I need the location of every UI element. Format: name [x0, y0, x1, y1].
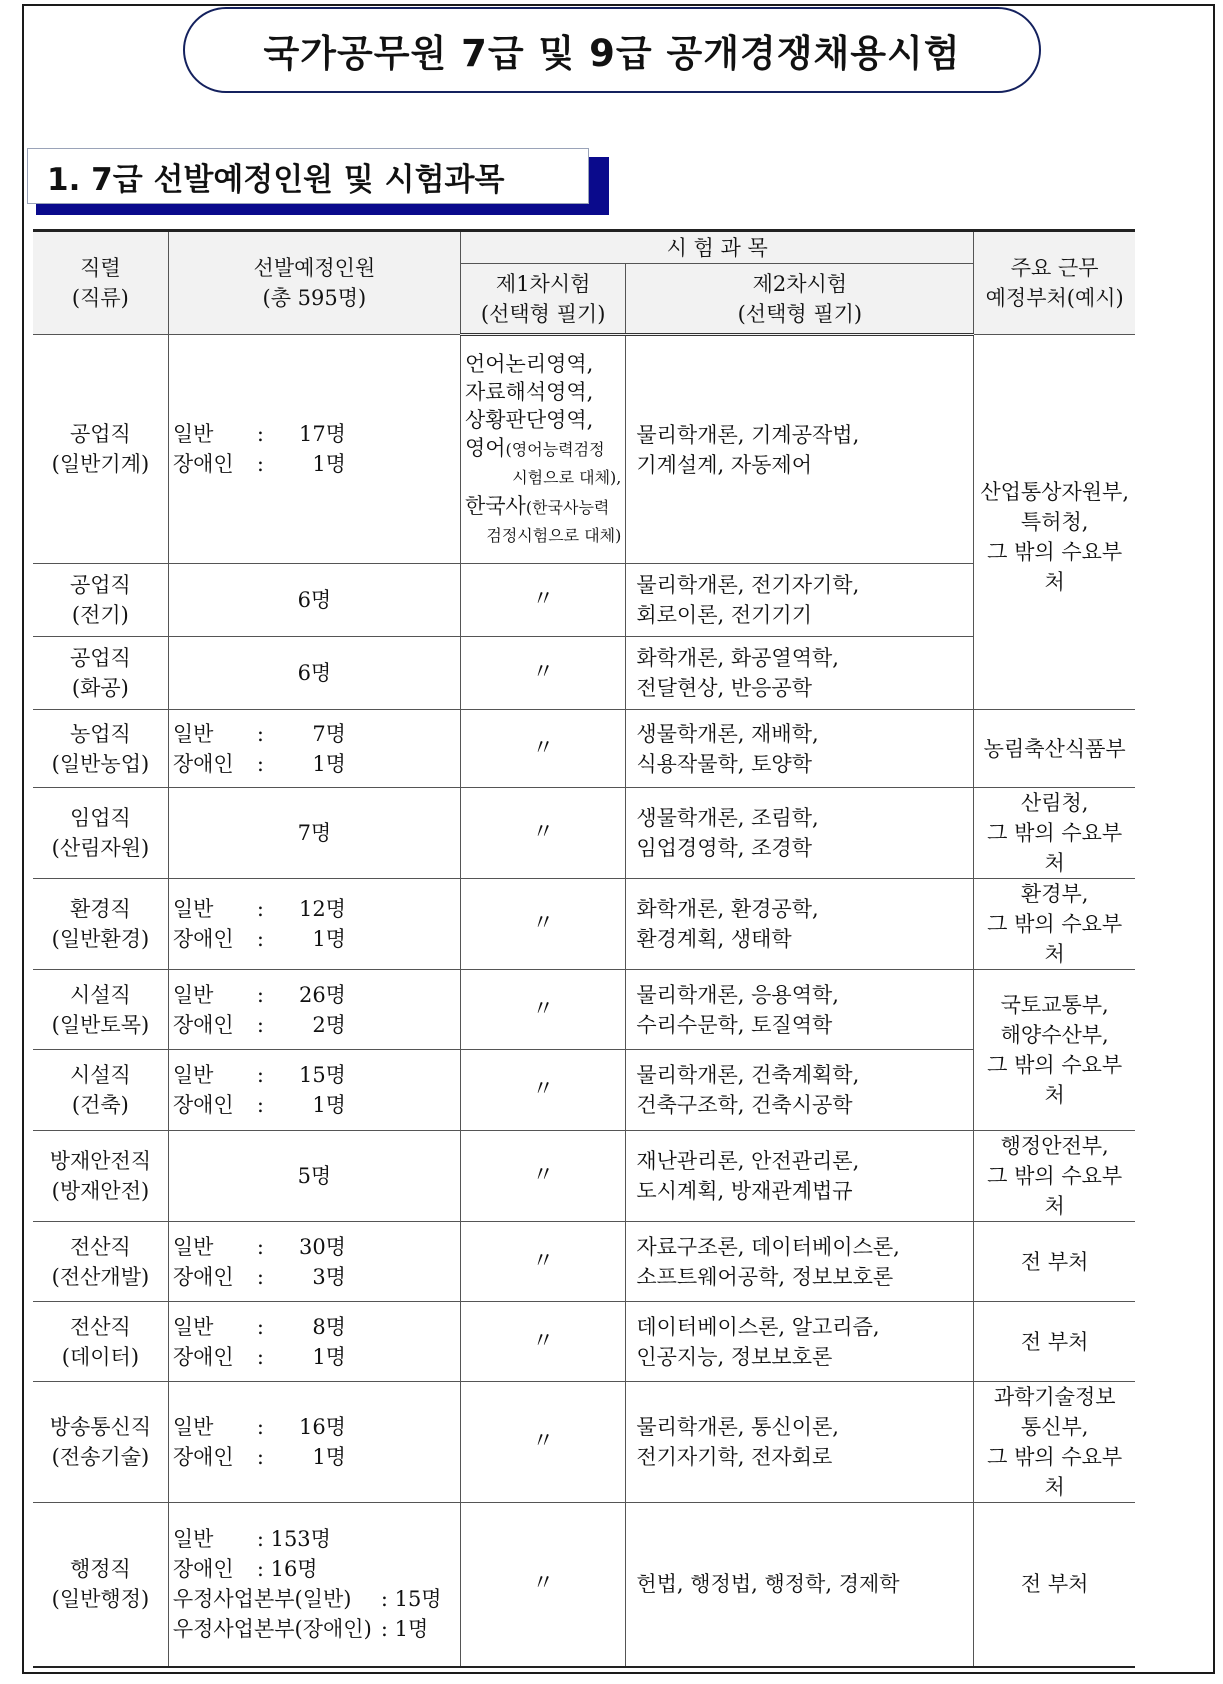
second-exam-cell: 물리학개론, 기계공작법, 기계설계, 자동제어 [626, 335, 974, 564]
second-exam-cell: 헌법, 행정법, 행정학, 경제학 [626, 1503, 974, 1667]
recruitment-table [33, 229, 1135, 1668]
job-cell: 전산직 (데이터) [33, 1302, 168, 1382]
second-exam-cell: 물리학개론, 응용역학, 수리수문학, 토질역학 [626, 970, 974, 1050]
recruit-cell: 7명 [168, 788, 460, 879]
table-row [33, 970, 1135, 1050]
recruit-cell: 일반 : 8명 장애인 : 1명 [168, 1302, 460, 1382]
table-row [33, 788, 1135, 879]
table-row [33, 1222, 1135, 1302]
dept-cell: 국토교통부, 해양수산부, 그 밖의 수요부처 [974, 970, 1135, 1131]
first-exam-cell: 〃 [460, 564, 625, 637]
job-cell: 방재안전직 (방재안전) [33, 1131, 168, 1222]
header-first-exam: 제1차시험 (선택형 필기) [460, 264, 625, 335]
recruit-cell: 일반 : 7명 장애인 : 1명 [168, 710, 460, 788]
recruit-cell: 일반 : 30명 장애인 : 3명 [168, 1222, 460, 1302]
first-exam-cell: 언어논리영역, 자료해석영역, 상황판단영역, 영어(영어능력검정 시험으로 대체), 한국사(한국사능력 검정시험으로 대체) [460, 335, 625, 564]
table-row [33, 637, 1135, 710]
dept-cell: 행정안전부, 그 밖의 수요부처 [974, 1131, 1135, 1222]
header-dept: 주요 근무 예정부처(예시) [974, 231, 1135, 335]
first-exam-cell: 〃 [460, 710, 625, 788]
second-exam-cell: 물리학개론, 전기자기학, 회로이론, 전기기기 [626, 564, 974, 637]
second-exam-cell: 화학개론, 화공열역학, 전달현상, 반응공학 [626, 637, 974, 710]
header-subjects: 시 험 과 목 [460, 231, 973, 264]
table-row [33, 879, 1135, 970]
job-cell: 환경직 (일반환경) [33, 879, 168, 970]
dept-cell: 과학기술정보 통신부, 그 밖의 수요부처 [974, 1382, 1135, 1503]
table-row [33, 1503, 1135, 1667]
job-cell: 시설직 (건축) [33, 1050, 168, 1131]
second-exam-cell: 자료구조론, 데이터베이스론, 소프트웨어공학, 정보보호론 [626, 1222, 974, 1302]
section-heading [27, 148, 589, 204]
second-exam-cell: 화학개론, 환경공학, 환경계획, 생태학 [626, 879, 974, 970]
table-row [33, 335, 1135, 564]
header-second-exam: 제2차시험 (선택형 필기) [626, 264, 974, 335]
table-row [33, 1131, 1135, 1222]
first-exam-cell: 〃 [460, 879, 625, 970]
table-row [33, 1050, 1135, 1131]
recruit-cell: 5명 [168, 1131, 460, 1222]
dept-cell: 전 부처 [974, 1222, 1135, 1302]
dept-cell: 농림축산식품부 [974, 710, 1135, 788]
dept-cell: 전 부처 [974, 1503, 1135, 1667]
first-exam-cell: 〃 [460, 788, 625, 879]
recruit-cell: 일반 : 17명 장애인 : 1명 [168, 335, 460, 564]
job-cell: 공업직 (일반기계) [33, 335, 168, 564]
job-cell: 행정직 (일반행정) [33, 1503, 168, 1667]
first-exam-cell: 〃 [460, 1222, 625, 1302]
first-exam-cell: 〃 [460, 1050, 625, 1131]
dept-cell: 산림청, 그 밖의 수요부처 [974, 788, 1135, 879]
table-row [33, 710, 1135, 788]
table-row [33, 1302, 1135, 1382]
job-cell: 전산직 (전산개발) [33, 1222, 168, 1302]
job-cell: 방송통신직 (전송기술) [33, 1382, 168, 1503]
first-exam-cell: 〃 [460, 1302, 625, 1382]
first-exam-cell: 〃 [460, 970, 625, 1050]
dept-cell: 환경부, 그 밖의 수요부처 [974, 879, 1135, 970]
first-exam-cell: 〃 [460, 637, 625, 710]
recruit-cell: 6명 [168, 564, 460, 637]
recruit-cell: 6명 [168, 637, 460, 710]
table-row [33, 564, 1135, 637]
recruit-cell: 일반 : 12명 장애인 : 1명 [168, 879, 460, 970]
recruit-cell: 일반 : 26명 장애인 : 2명 [168, 970, 460, 1050]
second-exam-cell: 물리학개론, 건축계획학, 건축구조학, 건축시공학 [626, 1050, 974, 1131]
dept-cell: 산업통상자원부, 특허청, 그 밖의 수요부처 [974, 335, 1135, 710]
job-cell: 공업직 (전기) [33, 564, 168, 637]
second-exam-cell: 데이터베이스론, 알고리즘, 인공지능, 정보보호론 [626, 1302, 974, 1382]
dept-cell: 전 부처 [974, 1302, 1135, 1382]
header-job: 직렬 (직류) [33, 231, 168, 335]
recruit-cell: 일반 : 15명 장애인 : 1명 [168, 1050, 460, 1131]
first-exam-cell: 〃 [460, 1503, 625, 1667]
header-recruit: 선발예정인원 (총 595명) [168, 231, 460, 335]
second-exam-cell: 생물학개론, 조림학, 임업경영학, 조경학 [626, 788, 974, 879]
job-cell: 공업직 (화공) [33, 637, 168, 710]
job-cell: 농업직 (일반농업) [33, 710, 168, 788]
table-row [33, 1382, 1135, 1503]
recruit-cell: 일반 : 153명 장애인 : 16명 우정사업본부(일반) : 15명 우정사업본부(장애인) : 1명 [168, 1503, 460, 1667]
second-exam-cell: 물리학개론, 통신이론, 전기자기학, 전자회로 [626, 1382, 974, 1503]
first-exam-cell: 〃 [460, 1382, 625, 1503]
job-cell: 시설직 (일반토목) [33, 970, 168, 1050]
second-exam-cell: 재난관리론, 안전관리론, 도시계획, 방재관계법규 [626, 1131, 974, 1222]
recruit-cell: 일반 : 16명 장애인 : 1명 [168, 1382, 460, 1503]
section-heading-label: 1. 7급 선발예정인원 및 시험과목 [27, 148, 589, 204]
job-cell: 임업직 (산림자원) [33, 788, 168, 879]
first-exam-cell: 〃 [460, 1131, 625, 1222]
second-exam-cell: 생물학개론, 재배학, 식용작물학, 토양학 [626, 710, 974, 788]
page-title: 국가공무원 7급 및 9급 공개경쟁채용시험 [183, 7, 1041, 93]
